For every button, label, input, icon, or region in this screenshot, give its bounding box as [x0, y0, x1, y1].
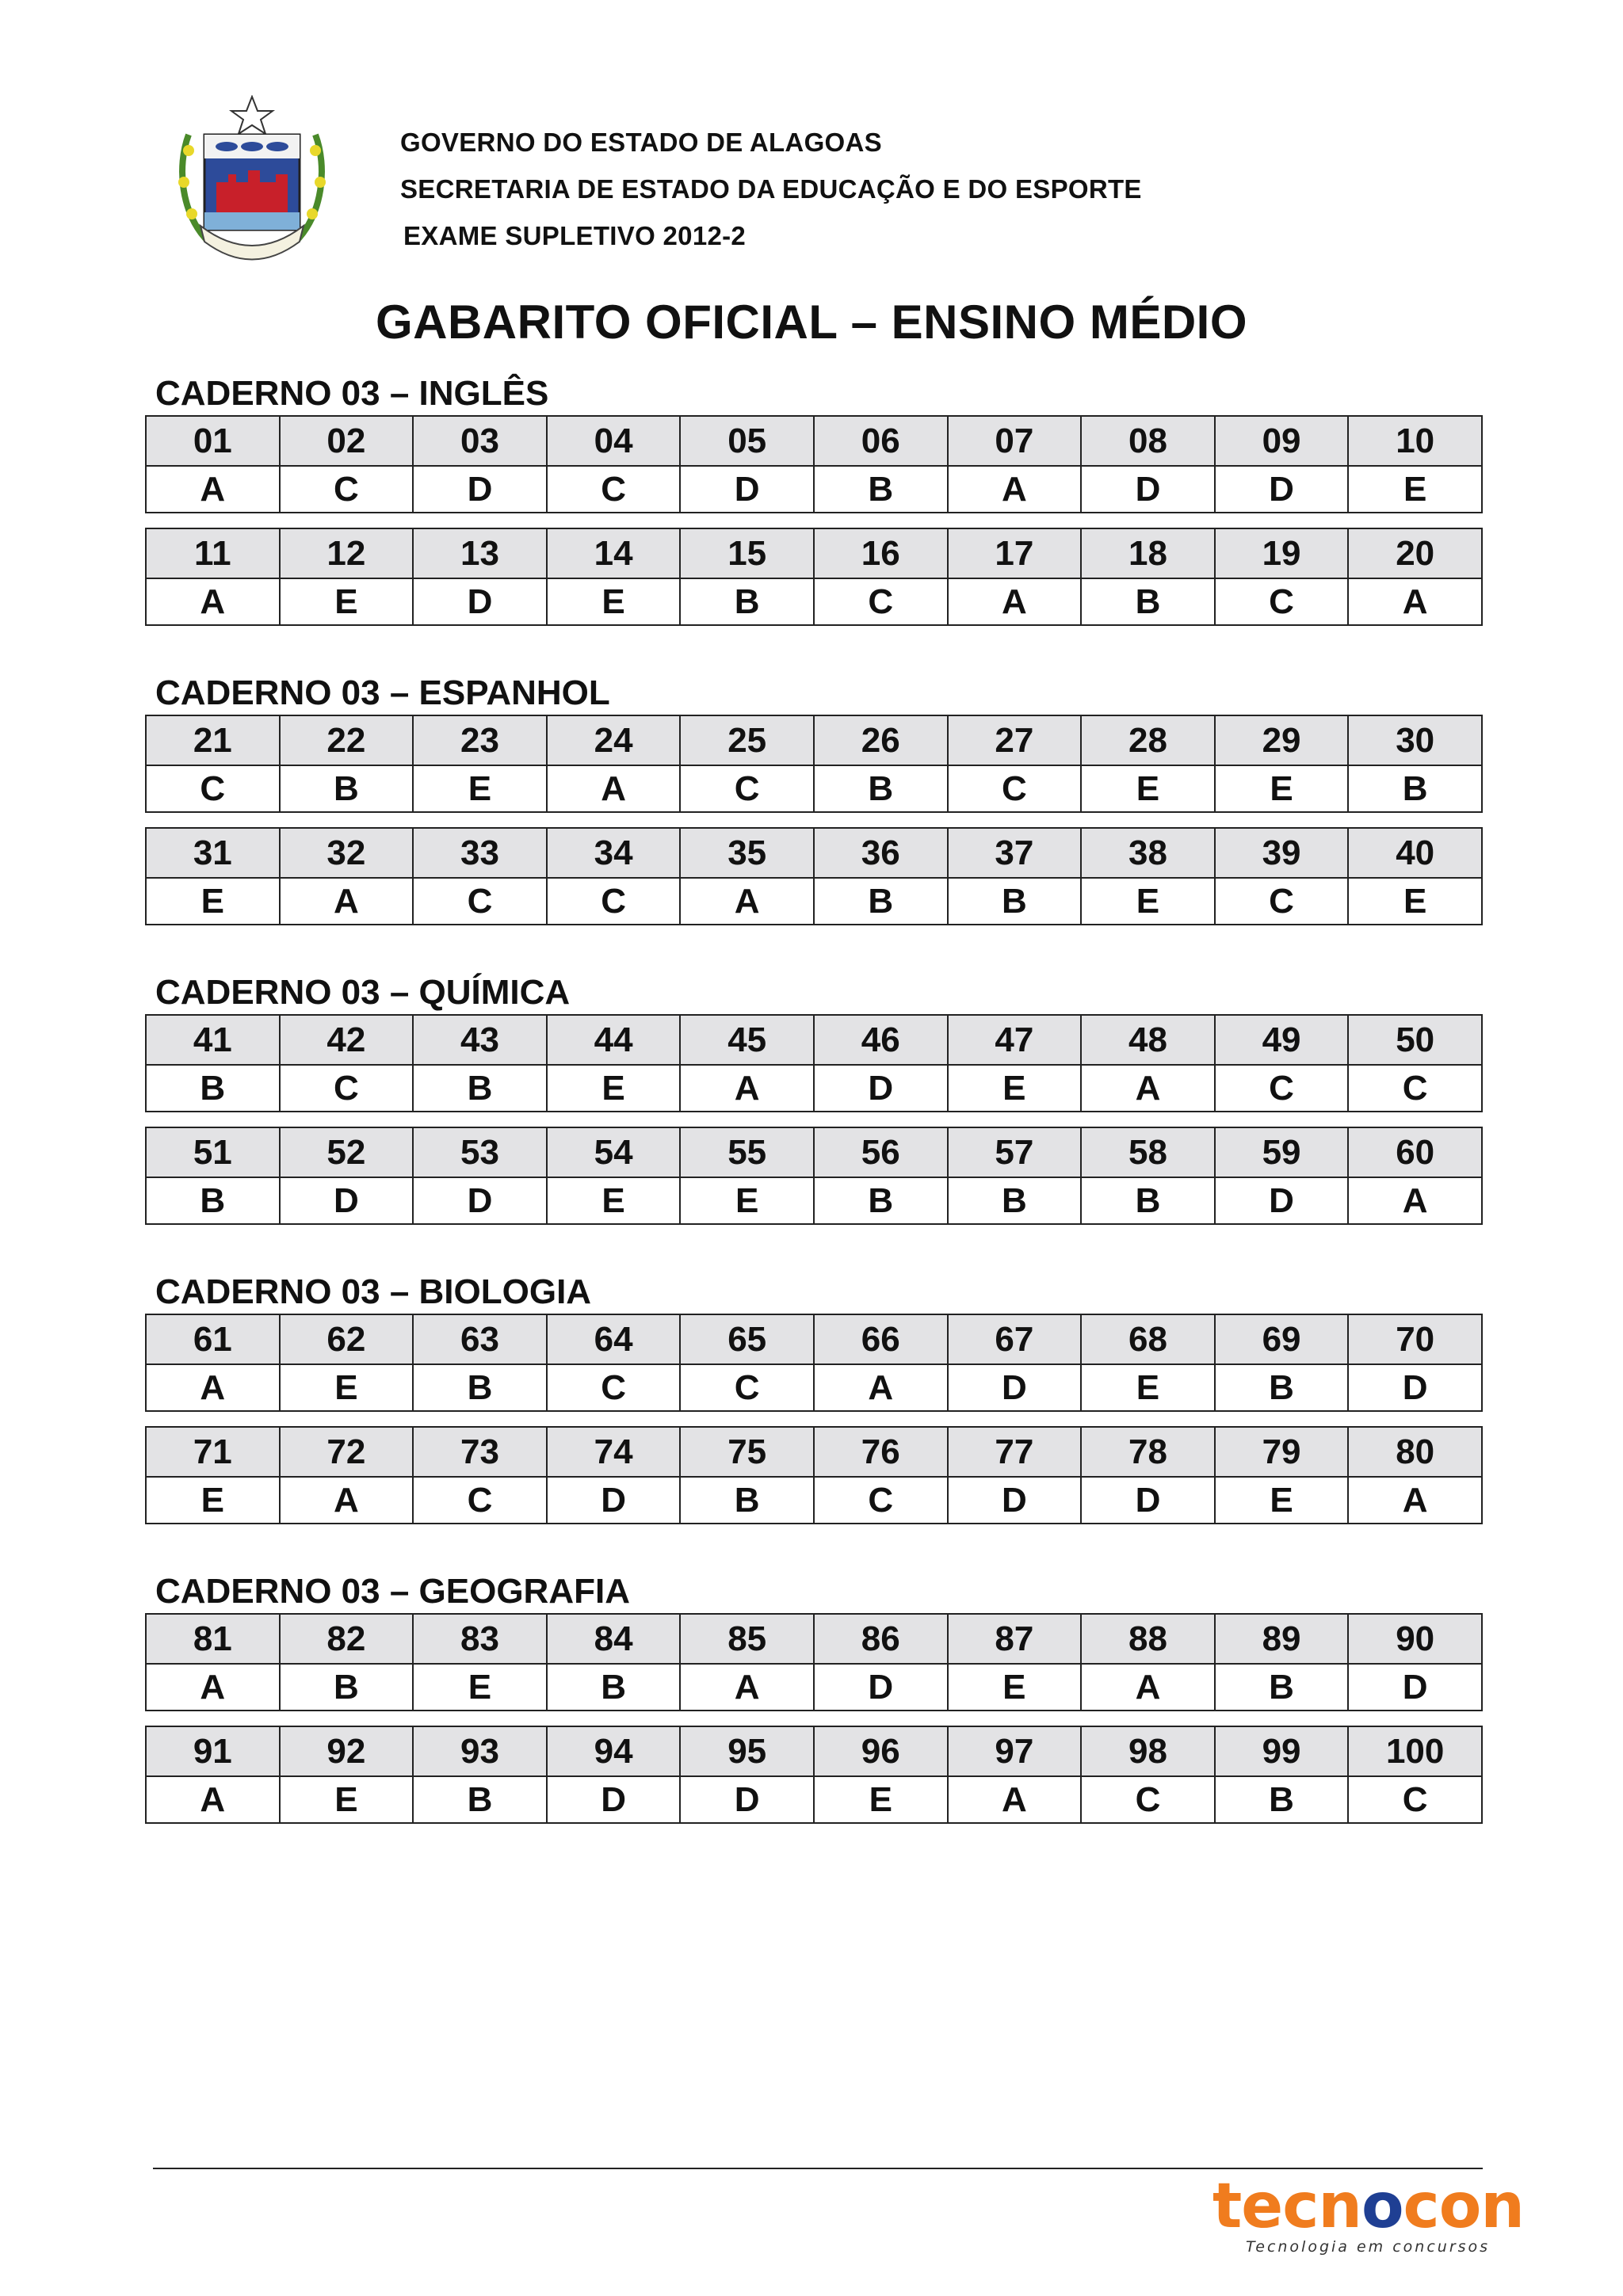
answer-letter: B [280, 765, 414, 812]
answer-letter: D [680, 466, 814, 513]
question-number: 83 [413, 1614, 547, 1664]
question-number: 28 [1081, 715, 1215, 765]
question-number: 45 [680, 1015, 814, 1065]
answer-row [146, 1065, 1482, 1112]
question-number: 63 [413, 1314, 547, 1364]
answer-letter: B [1215, 1664, 1349, 1711]
answer-letter: A [1348, 1477, 1482, 1524]
question-number: 47 [948, 1015, 1082, 1065]
answer-letter: A [1348, 578, 1482, 625]
section-title: CADERNO 03 – INGLÊS [155, 374, 549, 413]
question-number: 84 [547, 1614, 681, 1664]
question-number: 89 [1215, 1614, 1349, 1664]
answer-letter: E [146, 878, 280, 925]
answer-letter: E [1348, 466, 1482, 513]
answer-letter: B [413, 1065, 547, 1112]
question-number: 46 [814, 1015, 948, 1065]
question-number: 55 [680, 1127, 814, 1177]
document-header [400, 119, 1142, 259]
question-number: 39 [1215, 828, 1349, 878]
answer-letter: D [547, 1477, 681, 1524]
question-number: 17 [948, 528, 1082, 578]
question-number: 36 [814, 828, 948, 878]
answer-row [146, 1776, 1482, 1823]
answer-letter: B [146, 1177, 280, 1224]
question-number: 85 [680, 1614, 814, 1664]
question-number: 08 [1081, 416, 1215, 466]
question-number: 71 [146, 1427, 280, 1477]
answer-row [146, 1177, 1482, 1224]
question-number: 96 [814, 1726, 948, 1776]
answer-letter: D [1215, 1177, 1349, 1224]
answer-letter: B [948, 1177, 1082, 1224]
answer-letter: E [280, 1364, 414, 1411]
answer-letter: C [1215, 878, 1349, 925]
answer-letter: D [413, 578, 547, 625]
answer-letter: C [1081, 1776, 1215, 1823]
answer-letter: A [146, 1776, 280, 1823]
answer-letter: E [814, 1776, 948, 1823]
answer-section [145, 971, 1483, 1225]
question-number: 14 [547, 528, 681, 578]
answer-letter: C [680, 765, 814, 812]
logo-text-part2: con [1403, 2171, 1524, 2242]
answer-letter: D [680, 1776, 814, 1823]
answer-letter: D [948, 1364, 1082, 1411]
answer-row [146, 1364, 1482, 1411]
question-number: 91 [146, 1726, 280, 1776]
question-number: 73 [413, 1427, 547, 1477]
answer-table [145, 1613, 1483, 1711]
answer-letter: D [1081, 1477, 1215, 1524]
answer-row [146, 878, 1482, 925]
question-number: 87 [948, 1614, 1082, 1664]
answer-letter: B [1081, 578, 1215, 625]
answer-letter: E [1215, 1477, 1349, 1524]
question-number: 21 [146, 715, 280, 765]
section-title: CADERNO 03 – QUÍMICA [155, 973, 571, 1012]
answer-table [145, 1014, 1483, 1112]
answer-letter: D [1348, 1664, 1482, 1711]
answer-letter: A [1081, 1065, 1215, 1112]
question-number: 94 [547, 1726, 681, 1776]
answer-letter: C [1215, 578, 1349, 625]
answer-letter: E [680, 1177, 814, 1224]
question-number: 58 [1081, 1127, 1215, 1177]
answer-letter: B [680, 578, 814, 625]
question-number: 66 [814, 1314, 948, 1364]
answer-letter: A [547, 765, 681, 812]
answer-letter: E [1081, 878, 1215, 925]
question-number: 74 [547, 1427, 681, 1477]
question-number: 70 [1348, 1314, 1482, 1364]
question-number: 80 [1348, 1427, 1482, 1477]
question-number: 49 [1215, 1015, 1349, 1065]
question-number: 32 [280, 828, 414, 878]
answer-letter: C [547, 1364, 681, 1411]
question-number: 72 [280, 1427, 414, 1477]
answer-row [146, 1477, 1482, 1524]
answer-letter: D [1215, 466, 1349, 513]
question-number: 97 [948, 1726, 1082, 1776]
answer-letter: D [814, 1065, 948, 1112]
question-number: 88 [1081, 1614, 1215, 1664]
question-number: 41 [146, 1015, 280, 1065]
question-number-row [146, 828, 1482, 878]
question-number: 67 [948, 1314, 1082, 1364]
answer-letter: B [413, 1776, 547, 1823]
answer-letter: C [948, 765, 1082, 812]
answer-table [145, 1726, 1483, 1824]
government-name: GOVERNO DO ESTADO DE ALAGOAS [400, 128, 882, 157]
answer-letter: A [1081, 1664, 1215, 1711]
answer-letter: D [1081, 466, 1215, 513]
question-number: 27 [948, 715, 1082, 765]
answer-letter: D [413, 466, 547, 513]
answer-letter: B [814, 1177, 948, 1224]
answer-letter: B [948, 878, 1082, 925]
question-number: 50 [1348, 1015, 1482, 1065]
question-number-row [146, 528, 1482, 578]
question-number: 35 [680, 828, 814, 878]
answer-letter: E [948, 1065, 1082, 1112]
answer-letter: C [146, 765, 280, 812]
question-number: 99 [1215, 1726, 1349, 1776]
answer-letter: A [814, 1364, 948, 1411]
answer-letter: A [146, 578, 280, 625]
state-coat-of-arms [173, 95, 331, 265]
question-number-row [146, 1726, 1482, 1776]
question-number: 37 [948, 828, 1082, 878]
answer-letter: D [280, 1177, 414, 1224]
question-number: 93 [413, 1726, 547, 1776]
question-number: 90 [1348, 1614, 1482, 1664]
question-number: 79 [1215, 1427, 1349, 1477]
question-number: 33 [413, 828, 547, 878]
answer-letter: A [680, 1664, 814, 1711]
answer-letter: B [814, 878, 948, 925]
answer-letter: E [1215, 765, 1349, 812]
question-number: 69 [1215, 1314, 1349, 1364]
question-number: 07 [948, 416, 1082, 466]
answer-letter: B [280, 1664, 414, 1711]
answer-section [145, 1271, 1483, 1524]
answer-letter: C [547, 466, 681, 513]
answer-letter: A [948, 578, 1082, 625]
question-number: 81 [146, 1614, 280, 1664]
logo-text-pen-o: o [1361, 2171, 1403, 2242]
answer-letter: B [814, 466, 948, 513]
question-number: 10 [1348, 416, 1482, 466]
question-number-row [146, 416, 1482, 466]
answer-letter: D [547, 1776, 681, 1823]
question-number: 65 [680, 1314, 814, 1364]
question-number: 51 [146, 1127, 280, 1177]
answer-letter: A [146, 1364, 280, 1411]
question-number: 57 [948, 1127, 1082, 1177]
question-number: 95 [680, 1726, 814, 1776]
tecnocon-logo [1212, 2171, 1524, 2262]
question-number: 60 [1348, 1127, 1482, 1177]
question-number: 92 [280, 1726, 414, 1776]
question-number: 24 [547, 715, 681, 765]
answer-letter: E [280, 578, 414, 625]
question-number: 40 [1348, 828, 1482, 878]
question-number: 48 [1081, 1015, 1215, 1065]
question-number-row [146, 1015, 1482, 1065]
answer-letter: A [146, 466, 280, 513]
question-number: 02 [280, 416, 414, 466]
question-number: 42 [280, 1015, 414, 1065]
logo-text-part1: tecn [1212, 2171, 1361, 2242]
answer-letter: E [547, 1065, 681, 1112]
answer-letter: B [146, 1065, 280, 1112]
answer-letter: A [280, 1477, 414, 1524]
answer-letter: E [280, 1776, 414, 1823]
question-number: 15 [680, 528, 814, 578]
answer-letter: E [1081, 1364, 1215, 1411]
answer-letter: C [280, 1065, 414, 1112]
answer-letter: D [948, 1477, 1082, 1524]
question-number: 82 [280, 1614, 414, 1664]
answer-letter: D [413, 1177, 547, 1224]
question-number: 38 [1081, 828, 1215, 878]
question-number: 16 [814, 528, 948, 578]
answer-letter: B [1081, 1177, 1215, 1224]
question-number: 53 [413, 1127, 547, 1177]
answer-table [145, 1426, 1483, 1524]
answer-letter: E [1081, 765, 1215, 812]
question-number: 61 [146, 1314, 280, 1364]
section-title: CADERNO 03 – GEOGRAFIA [155, 1572, 630, 1611]
answer-table [145, 528, 1483, 626]
answer-letter: A [1348, 1177, 1482, 1224]
answer-letter: E [413, 1664, 547, 1711]
answer-section [145, 672, 1483, 925]
answer-table [145, 715, 1483, 813]
answer-table [145, 1127, 1483, 1225]
answer-table [145, 415, 1483, 513]
question-number: 22 [280, 715, 414, 765]
secretariat-name: SECRETARIA DE ESTADO DA EDUCAÇÃO E DO ESPORTE [400, 174, 1142, 204]
question-number: 12 [280, 528, 414, 578]
question-number: 64 [547, 1314, 681, 1364]
answer-letter: C [814, 578, 948, 625]
question-number: 62 [280, 1314, 414, 1364]
question-number: 34 [547, 828, 681, 878]
question-number: 04 [547, 416, 681, 466]
question-number: 68 [1081, 1314, 1215, 1364]
question-number: 11 [146, 528, 280, 578]
answer-letter: A [146, 1664, 280, 1711]
question-number: 25 [680, 715, 814, 765]
answer-letter: C [547, 878, 681, 925]
answer-row [146, 765, 1482, 812]
answer-letter: B [1215, 1364, 1349, 1411]
question-number: 13 [413, 528, 547, 578]
question-number: 20 [1348, 528, 1482, 578]
question-number: 29 [1215, 715, 1349, 765]
answer-letter: E [547, 1177, 681, 1224]
answer-table [145, 1314, 1483, 1412]
question-number: 30 [1348, 715, 1482, 765]
question-number: 59 [1215, 1127, 1349, 1177]
question-number: 98 [1081, 1726, 1215, 1776]
answer-letter: C [413, 878, 547, 925]
question-number: 19 [1215, 528, 1349, 578]
question-number-row [146, 1314, 1482, 1364]
answer-letter: B [413, 1364, 547, 1411]
answer-letter: E [948, 1664, 1082, 1711]
question-number-row [146, 715, 1482, 765]
question-number: 26 [814, 715, 948, 765]
question-number: 52 [280, 1127, 414, 1177]
question-number: 31 [146, 828, 280, 878]
question-number: 03 [413, 416, 547, 466]
question-number: 100 [1348, 1726, 1482, 1776]
section-title: CADERNO 03 – ESPANHOL [155, 673, 610, 712]
page-title: GABARITO OFICIAL – ENSINO MÉDIO [375, 296, 1248, 349]
answer-letter: D [814, 1664, 948, 1711]
answer-letter: B [1215, 1776, 1349, 1823]
answer-letter: B [1348, 765, 1482, 812]
answer-letter: A [680, 1065, 814, 1112]
question-number: 86 [814, 1614, 948, 1664]
answer-letter: C [814, 1477, 948, 1524]
answer-letter: A [680, 878, 814, 925]
question-number: 43 [413, 1015, 547, 1065]
answer-letter: C [280, 466, 414, 513]
question-number: 01 [146, 416, 280, 466]
logo-tagline: Tecnologia em concursos [1246, 2238, 1491, 2256]
answer-letter: A [280, 878, 414, 925]
answer-letter: C [1215, 1065, 1349, 1112]
answer-letter: B [680, 1477, 814, 1524]
question-number: 05 [680, 416, 814, 466]
question-number-row [146, 1427, 1482, 1477]
answer-row [146, 1664, 1482, 1711]
answer-row [146, 578, 1482, 625]
question-number: 54 [547, 1127, 681, 1177]
answer-letter: A [948, 1776, 1082, 1823]
answer-letter: E [547, 578, 681, 625]
question-number-row [146, 1127, 1482, 1177]
answer-letter: B [547, 1664, 681, 1711]
answer-letter: B [814, 765, 948, 812]
answer-letter: C [1348, 1065, 1482, 1112]
question-number: 77 [948, 1427, 1082, 1477]
answer-letter: E [413, 765, 547, 812]
question-number-row [146, 1614, 1482, 1664]
answer-letter: C [1348, 1776, 1482, 1823]
question-number: 44 [547, 1015, 681, 1065]
question-number: 09 [1215, 416, 1349, 466]
answer-section [145, 1570, 1483, 1824]
answer-letter: A [948, 466, 1082, 513]
question-number: 78 [1081, 1427, 1215, 1477]
answer-letter: D [1348, 1364, 1482, 1411]
question-number: 56 [814, 1127, 948, 1177]
answer-letter: E [1348, 878, 1482, 925]
answer-letter: E [146, 1477, 280, 1524]
question-number: 75 [680, 1427, 814, 1477]
answer-letter: C [413, 1477, 547, 1524]
question-number: 18 [1081, 528, 1215, 578]
exam-name: EXAME SUPLETIVO 2012-2 [403, 221, 747, 250]
section-title: CADERNO 03 – BIOLOGIA [155, 1272, 592, 1311]
question-number: 06 [814, 416, 948, 466]
question-number: 23 [413, 715, 547, 765]
answer-table [145, 827, 1483, 925]
answer-letter: C [680, 1364, 814, 1411]
answer-row [146, 466, 1482, 513]
footer-divider [153, 2168, 1483, 2169]
question-number: 76 [814, 1427, 948, 1477]
answer-section [145, 372, 1483, 626]
